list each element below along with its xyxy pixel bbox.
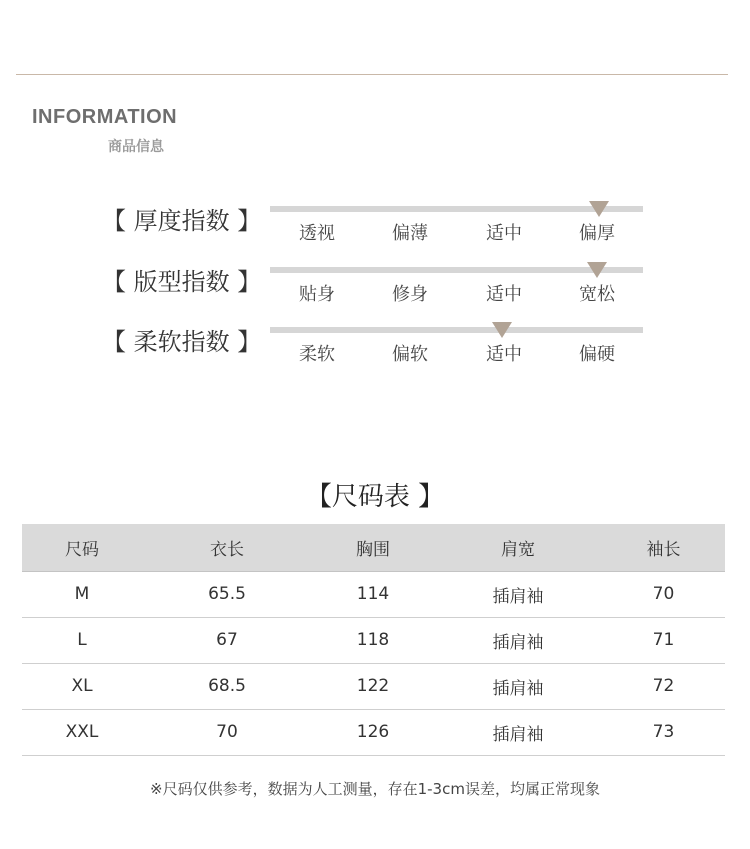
softness-index [0,322,750,378]
top-divider [16,74,728,75]
header-sleeve: 袖长 [602,524,725,571]
header-chest: 胸围 [312,524,434,571]
softness-marker-icon [492,322,512,338]
fit-option-1: 贴身 [299,284,335,305]
cell-length: 67 [142,617,312,663]
header-size: 尺码 [22,524,142,571]
softness-option-1: 柔软 [299,344,335,365]
table-row [22,571,725,617]
cell-sleeve: 72 [602,663,725,709]
header-shoulder: 肩宽 [434,524,602,571]
thickness-marker-icon [589,201,609,217]
cell-sleeve: 70 [602,571,725,617]
thickness-index-bar [270,206,643,212]
info-title: INFORMATION [32,106,178,128]
header-length: 衣长 [142,524,312,571]
cell-length: 68.5 [142,663,312,709]
table-row [22,709,725,755]
cell-size: XL [22,663,142,709]
softness-option-4: 偏硬 [579,344,615,365]
fit-index [0,262,750,318]
cell-shoulder: 插肩袖 [434,617,602,663]
softness-option-2: 偏软 [392,344,428,365]
cell-shoulder: 插肩袖 [434,709,602,755]
cell-size: L [22,617,142,663]
cell-chest: 122 [312,663,434,709]
cell-shoulder: 插肩袖 [434,571,602,617]
cell-chest: 114 [312,571,434,617]
fit-marker-icon [587,262,607,278]
cell-size: M [22,571,142,617]
size-chart-title: 【尺码表 】 [305,482,445,512]
info-subtitle: 商品信息 [108,139,164,155]
fit-option-2: 修身 [392,284,428,305]
cell-chest: 126 [312,709,434,755]
thickness-index [0,201,750,257]
size-table [22,524,725,756]
thickness-option-4: 偏厚 [579,223,615,244]
softness-index-label: 【 柔软指数 】 [102,328,262,356]
thickness-option-2: 偏薄 [392,223,428,244]
softness-index-bar [270,327,643,333]
cell-shoulder: 插肩袖 [434,663,602,709]
cell-chest: 118 [312,617,434,663]
cell-size: XXL [22,709,142,755]
cell-length: 65.5 [142,571,312,617]
cell-sleeve: 73 [602,709,725,755]
table-row [22,617,725,663]
cell-sleeve: 71 [602,617,725,663]
fit-option-4: 宽松 [579,284,615,305]
thickness-index-label: 【 厚度指数 】 [102,207,262,235]
size-footnote: ※尺码仅供参考，数据为人工测量，存在1-3cm误差，均属正常现象 [150,780,600,798]
fit-option-3: 适中 [486,284,522,305]
table-row [22,663,725,709]
thickness-option-3: 适中 [486,223,522,244]
size-table-header [22,524,725,571]
cell-length: 70 [142,709,312,755]
fit-index-label: 【 版型指数 】 [102,268,262,296]
thickness-option-1: 透视 [299,223,335,244]
softness-option-3: 适中 [486,344,522,365]
